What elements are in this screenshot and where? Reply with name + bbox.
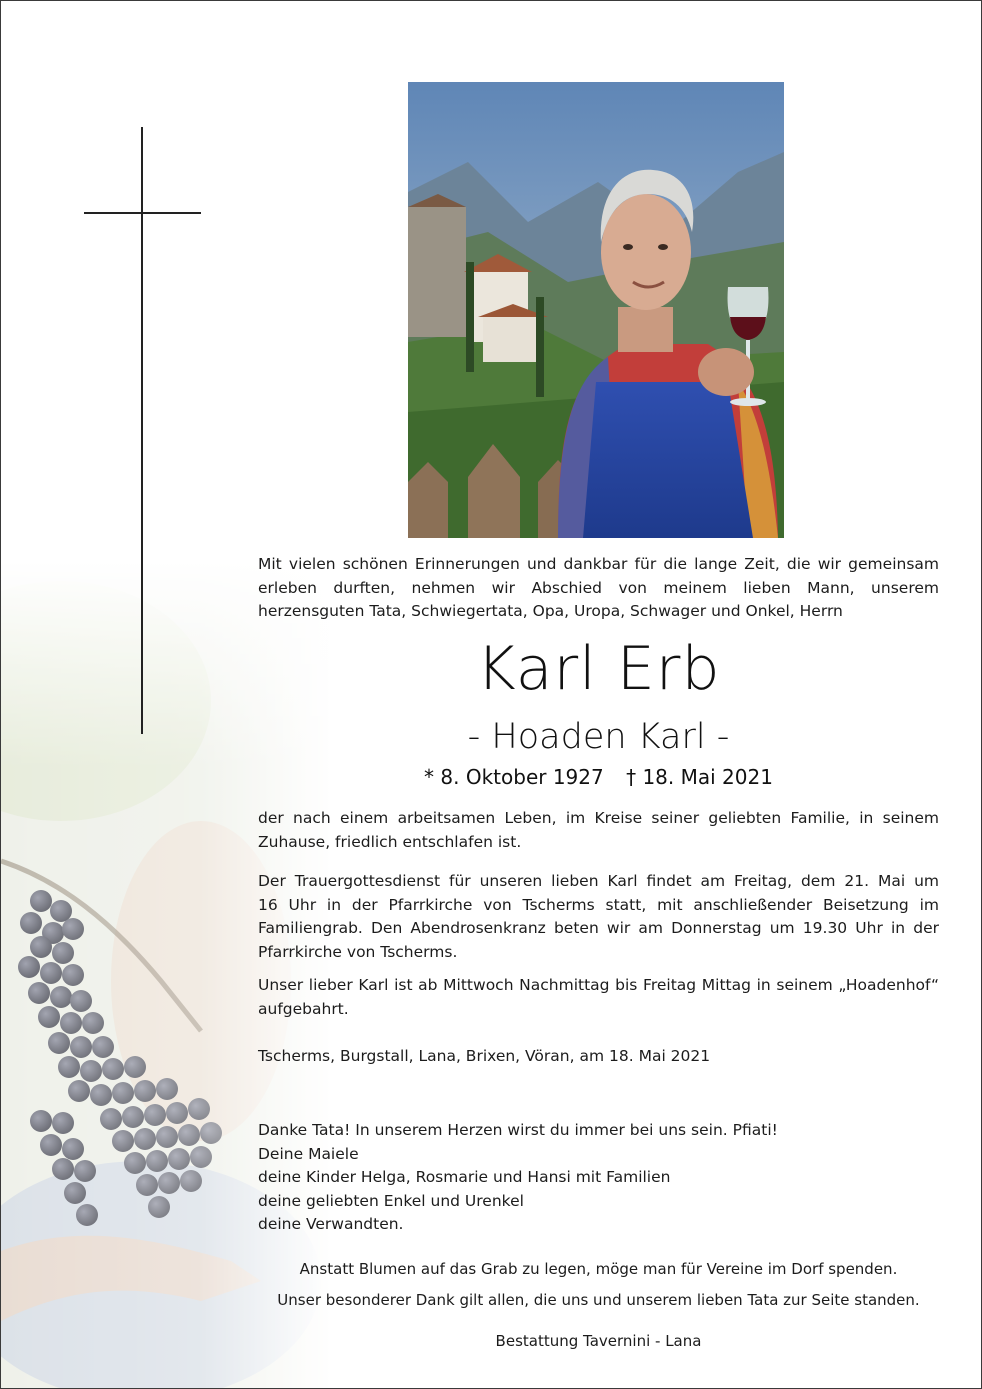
passing-line: der nach einem arbeitsamen Leben, im Kreise seiner geliebten Familie, in seinem — [258, 809, 939, 827]
intro-line: Mit vielen schönen Erinnerungen und dankbar für die lange Zeit, die wir gemeinsam — [258, 555, 939, 573]
cross-horizontal-bar — [84, 212, 201, 214]
closing-line: deine geliebten Enkel und Urenkel — [258, 1191, 524, 1210]
place-and-date: Tscherms, Burgstall, Lana, Brixen, Vöran, am 18. Mai 2021 — [258, 1047, 711, 1065]
funeral-line: Familiengrab. Den Abendrosenkranz beten wir am Donnerstag um 19.30 Uhr in der — [258, 919, 939, 937]
passing-text — [258, 807, 939, 854]
closing-line: deine Verwandten. — [258, 1215, 404, 1233]
closing-line: Deine Maiele — [258, 1144, 359, 1163]
death-date: † 18. Mai 2021 — [626, 765, 773, 789]
intro-line: herzensguten Tata, Schwiegertata, Opa, Uropa, Schwager und Onkel, Herrn — [258, 602, 843, 620]
funeral-line: Pfarrkirche von Tscherms. — [258, 942, 458, 961]
portrait-photo — [408, 82, 784, 538]
deceased-nickname: - Hoaden Karl - — [467, 717, 730, 757]
intro-text — [258, 553, 939, 624]
thanks-note: Unser besonderer Dank gilt allen, die uns und unserem lieben Tata zur Seite standen. — [277, 1291, 920, 1309]
cross-vertical-bar — [141, 127, 143, 734]
birth-date: * 8. Oktober 1927 — [424, 765, 604, 789]
funeral-home: Bestattung Tavernini - Lana — [495, 1332, 702, 1350]
intro-line: erleben durften, nehmen wir Abschied von meinem lieben Mann, unserem — [258, 578, 939, 597]
passing-line: Zuhause, friedlich entschlafen ist. — [258, 832, 522, 851]
closing-line: Danke Tata! In unserem Herzen wirst du immer bei uns sein. Pfiati! — [258, 1121, 778, 1139]
laying-out-line: aufgebahrt. — [258, 999, 349, 1018]
funeral-line: Der Trauergottesdienst für unseren lieben Karl findet am Freitag, dem 21. Mai um — [258, 872, 939, 890]
mourners-list — [258, 1119, 939, 1237]
closing-line: deine Kinder Helga, Rosmarie und Hansi mit Familien — [258, 1168, 671, 1186]
donation-note: Anstatt Blumen auf das Grab zu legen, möge man für Vereine im Dorf spenden. — [299, 1260, 898, 1278]
laying-out-line: Unser lieber Karl ist ab Mittwoch Nachmittag bis Freitag Mittag in seinem „Hoadenhof“ — [258, 976, 939, 994]
funeral-service-text — [258, 870, 939, 964]
life-dates — [258, 763, 939, 791]
deceased-name: Karl Erb — [476, 634, 721, 704]
funeral-line: 16 Uhr in der Pfarrkirche von Tscherms statt, mit anschließender Beisetzung im — [258, 895, 939, 914]
laying-out-text — [258, 974, 939, 1021]
